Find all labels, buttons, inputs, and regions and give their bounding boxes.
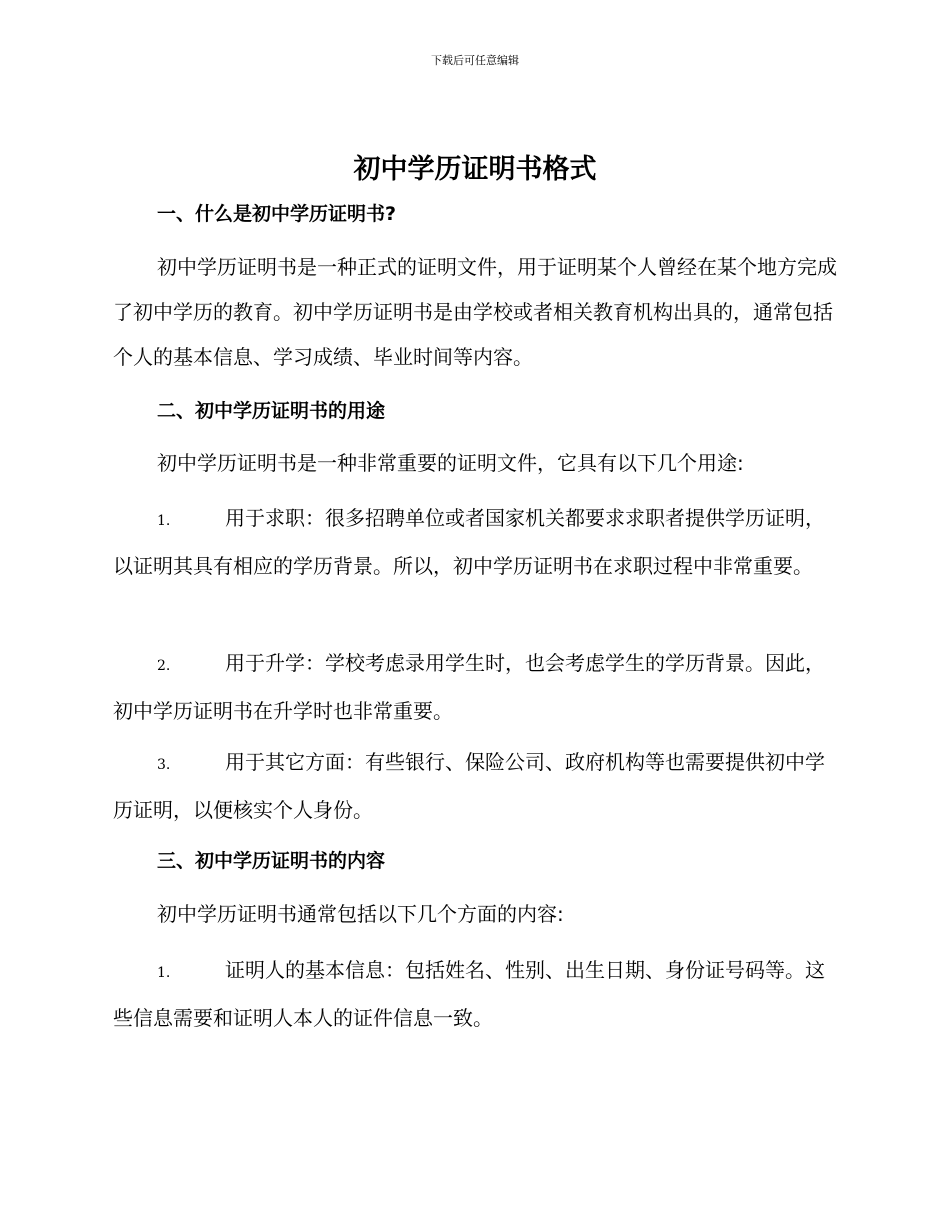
- list-item-text: 证明人的基本信息：包括姓名、性别、出生日期、身份证号码等。这些信息需要和证明人本人的证件信息一致。: [113, 958, 825, 1030]
- list-number: 1.: [157, 965, 171, 981]
- list-number: 3.: [157, 757, 171, 773]
- section-1-paragraph: 初中学历证明书是一种正式的证明文件，用于证明某个人曾经在某个地方完成了初中学历的教育。初中学历证明书是由学校或者相关教育机构出具的，通常包括个人的基本信息、学习成绩、毕业时间等内容。: [113, 255, 837, 369]
- list-number: 2.: [157, 658, 171, 674]
- section-1-heading: 一、什么是初中学历证明书?: [157, 203, 397, 225]
- section-2-item-3: [113, 740, 837, 833]
- list-item-text: 用于其它方面：有些银行、保险公司、政府机构等也需要提供初中学历证明，以便核实个人身份。: [113, 750, 825, 822]
- document-title: 初中学历证明书格式: [353, 154, 597, 185]
- section-2-heading: 二、初中学历证明书的用途: [157, 400, 386, 422]
- section-2-intro: 初中学历证明书是一种非常重要的证明文件，它具有以下几个用途:: [157, 451, 744, 475]
- section-3-intro: 初中学历证明书通常包括以下几个方面的内容:: [157, 902, 564, 926]
- list-number: 1.: [157, 513, 171, 529]
- section-2-item-1: [113, 496, 837, 589]
- list-item-text: 用于求职：很多招聘单位或者国家机关都要求求职者提供学历证明，以证明其具有相应的学历背景。所以，初中学历证明书在求职过程中非常重要。: [113, 506, 825, 578]
- page-header: 下载后可任意编辑: [431, 54, 519, 67]
- list-item-text: 用于升学：学校考虑录用学生时，也会考虑学生的学历背景。因此，初中学历证明书在升学时也非常重要。: [113, 651, 825, 723]
- section-3-item-1: [113, 948, 837, 1041]
- section-2-item-2: [113, 641, 837, 734]
- section-3-heading: 三、初中学历证明书的内容: [157, 850, 386, 872]
